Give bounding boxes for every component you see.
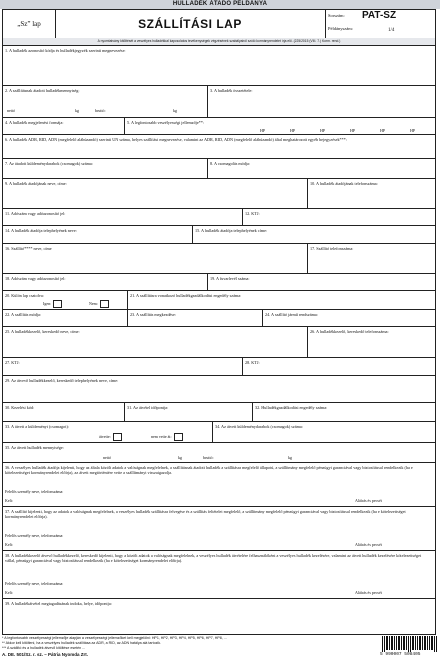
field-23-cell[interactable] [128, 310, 263, 326]
field-38-date: Kelt: [5, 590, 13, 595]
hp-code[interactable]: HP [320, 128, 326, 133]
field-12-label: 12. KTJ: [245, 211, 260, 216]
field-36-stamp: Aláírás és pecsét [355, 498, 382, 503]
received-no-label: nem vette át: [151, 433, 172, 439]
field-8-cell[interactable] [208, 159, 435, 178]
hp-code[interactable]: HP [410, 128, 416, 133]
field-37-date: Kelt: [5, 542, 13, 547]
field-17-label: 17. Szállító telefonszáma: [310, 246, 354, 251]
field-19-cell[interactable] [208, 274, 435, 290]
sz-label: „Sz” lap [3, 10, 56, 38]
field-9-label: 9. A hulladék átadójának neve, címe: [5, 181, 67, 186]
field-24-label: 24. A szállító jármű rendszáma: [265, 312, 318, 317]
field-12-cell[interactable] [243, 209, 435, 225]
field-39-label: 39. A hulladékátvétel megtagadásának indoka, helye, időpontja: [5, 601, 112, 606]
field-28-cell[interactable] [243, 358, 435, 375]
field-35-gross: bruttó: [203, 455, 214, 460]
attached-yes-checkbox[interactable] [53, 300, 62, 308]
form-code: A. DE. 501/Sz. r. sz. – Pátria Nyomda Zrt. [2, 652, 89, 657]
field-14-label: 14. A hulladék átadója telephelyének neve: [5, 228, 77, 233]
field-20-cell [3, 291, 128, 309]
field-30-32-row [3, 403, 435, 422]
field-38-stamp: Aláírás és pecsét [355, 590, 382, 595]
field-10-label: 10. A hulladék átadójának telefonszáma: [310, 181, 378, 186]
barcode-icon [382, 636, 437, 652]
field-17-cell[interactable] [308, 244, 435, 273]
field-11-cell[interactable] [3, 209, 243, 225]
field-10-cell[interactable] [308, 179, 435, 208]
field-2-label: 2. A szállításnak átadott hulladékmennyiség: [5, 88, 80, 93]
top-banner: HULLADÉK ÁTADÓ PÉLDÁNYA [0, 0, 440, 9]
field-24-cell[interactable] [263, 310, 435, 326]
field-2-3-row [3, 86, 435, 118]
field-15-cell[interactable] [193, 226, 435, 243]
field-28-label: 28. KTJ: [245, 360, 260, 365]
footnote: * A legfontosabb veszélyességi jellemzője alapján a veszélyességi jellemzőket kell megjelölni: HP1, HP2, HP3, HP4, HP5, HP6, HP7, HP8, ... [2, 636, 227, 640]
field-5-cell[interactable] [125, 118, 435, 134]
field-34-cell[interactable] [213, 422, 435, 442]
field-3-label: 3. A hulladék összetétele: [210, 88, 253, 93]
footnote: ** Akkor kell kitölteni, ha a veszélyes hulladék szállítása az ADR, a RID, az ADN hatálya alá tartozik. [2, 641, 161, 645]
field-16-cell[interactable] [3, 244, 308, 273]
field-7-cell[interactable] [3, 159, 208, 178]
field-14-15-row [3, 226, 435, 244]
field-30-cell[interactable] [3, 403, 125, 421]
serial-label: Sorszám: [328, 13, 345, 18]
field-34-label: 34. Az átvett küldeménydarabok (csomagok) száma: [215, 424, 303, 429]
field-11-12-row [3, 209, 435, 226]
field-5-label: 5. A legfontosabb veszélyességi jellemzője**: [127, 120, 205, 125]
field-2-net: nettó [7, 108, 15, 113]
field-32-cell[interactable] [253, 403, 435, 421]
field-2-cell[interactable] [3, 86, 208, 117]
form-header [3, 10, 435, 39]
field-27-cell[interactable] [3, 358, 243, 375]
field-6-row[interactable] [3, 135, 435, 159]
form-footer [2, 636, 438, 658]
field-36-row[interactable] [3, 463, 435, 507]
field-37-row[interactable] [3, 507, 435, 551]
field-22-label: 22. A szállítás módja: [5, 312, 42, 317]
field-25-label: 25. A hulladékkezelő, kereskedő neve, címe: [5, 329, 80, 334]
hp-code[interactable]: HP [380, 128, 386, 133]
page-number: 1/4 [388, 28, 395, 33]
field-33-label: 33. A átvett a küldeményt (csomagot): [5, 424, 69, 429]
field-37-signer: Felelős személy neve, telefonszáma: [5, 533, 64, 538]
field-1-label: 1. A hulladék azonosító kódja és hulladékjegyzék szerinti megnevezése: [5, 48, 126, 53]
field-32-label: 32. Hulladékgazdálkodási engedély száma: [255, 405, 328, 410]
field-9-10-row [3, 179, 435, 209]
field-18-label: 18. Adószám vagy adóazonosító jel: [5, 276, 66, 281]
field-38-signer: Felelős személy neve, telefonszáma: [5, 581, 64, 586]
field-39-row[interactable] [3, 599, 435, 635]
field-35-row[interactable] [3, 443, 435, 463]
serial-box [325, 10, 436, 38]
field-27-28-row [3, 358, 435, 376]
field-25-26-row [3, 327, 435, 358]
field-18-cell[interactable] [3, 274, 208, 290]
field-30-label: 30. Kezelési kód: [5, 405, 35, 410]
field-27-label: 27. KTJ: [5, 360, 20, 365]
field-11-label: 11. Adószám vagy adóazonosító jel: [5, 211, 66, 216]
form-title: SZÁLLÍTÁSI LAP [138, 17, 242, 31]
field-20-label: 20. Külön lap csatolva: [5, 293, 44, 298]
field-4-5-row [3, 118, 435, 135]
field-36-signer: Felelős személy neve, telefonszáma: [5, 489, 64, 494]
field-2-kg2: kg [173, 108, 177, 113]
field-36-date: Kelt: [5, 498, 13, 503]
field-16-17-row [3, 244, 435, 274]
received-no [151, 433, 185, 441]
regulation-note: A nyomtatvány kitöltését a veszélyes hulladékkal kapcsolatos tevékenységek végzésének szabályairól szóló kormányrendelet írja elő. (225/2015 (VIII. 7.) Korm. rend.) [3, 38, 435, 46]
field-16-label: 16. Szállító**** neve, címe [5, 246, 52, 251]
field-1-row[interactable] [3, 46, 435, 86]
field-31-label: 31. Az átvétel időpontja: [127, 405, 169, 410]
field-38-label: 38. A hulladékkezelő átvevő hulladékkezelő, kereskedő kijelenti, hogy a közölt adatok a valóságnak megfelelnek, a veszélyes hulladék átvételére felhasználóként a veszélyes hulladék kezelésére, valamint az átvett hulladék kezelésére kötelezettséget vállal, pénzügyi garanciával vagy biztosítással rendelkezik (ha e kötelezettséget kormányrendelet előírja). [5, 553, 422, 563]
field-35-kg: kg [178, 455, 182, 460]
field-4-label: 4. A hulladék megjelenési formája: [5, 120, 64, 125]
field-3-cell[interactable] [208, 86, 435, 117]
received-yes-label: átvette: [99, 433, 111, 439]
hp-code[interactable]: HP [290, 128, 296, 133]
field-29-row[interactable] [3, 376, 435, 403]
received-no-checkbox[interactable] [174, 433, 183, 441]
field-35-kg2: kg [288, 455, 292, 460]
hp-code[interactable]: HP [260, 128, 266, 133]
field-14-cell[interactable] [3, 226, 193, 243]
field-19-label: 19. A fuvarlevél száma: [210, 276, 250, 281]
field-9-cell[interactable] [3, 179, 308, 208]
footnote: *** A szállító és a hulladék átvevő kitöltése esetén ... [2, 646, 86, 650]
field-38-row[interactable] [3, 551, 435, 599]
serial-value[interactable]: PAT-SZ [362, 10, 397, 21]
field-7-8-row [3, 159, 435, 179]
field-33-34-row [3, 422, 435, 443]
field-21-label: 21. A szállításra vonatkozó hulladékgazdálkodási engedély száma: [130, 293, 242, 298]
field-26-label: 26. A hulladékkezelő, kereskedő telefonszáma: [310, 329, 389, 334]
field-26-cell[interactable] [308, 327, 435, 357]
copy-label: Példányszám: [328, 26, 353, 31]
shipping-form [2, 9, 436, 635]
field-22-24-row [3, 310, 435, 327]
field-35-label: 35. Az átvett hulladék mennyisége: [5, 445, 64, 450]
field-35-net: nettó [103, 455, 111, 460]
field-21-cell[interactable] [128, 291, 435, 309]
field-18-19-row [3, 274, 435, 291]
field-23-label: 23. A szállítás megkezdése: [130, 312, 177, 317]
field-15-label: 15. A hulladék átadója telephelyének címe: [195, 228, 268, 233]
hp-code[interactable]: HP [350, 128, 356, 133]
field-33-cell [3, 422, 213, 442]
attached-yes-label: Igen: [43, 300, 52, 306]
field-6-label: 6. A hulladék ADR, RID, ADN (megfelelő aláhúzandó) szerinti UN száma, helyes szállítási megnevezése, valamint az ADR, RID, ADN (megfelelő aláhúzandó) által meghatározott egyéb bejegyzések***: [5, 137, 347, 142]
field-25-cell[interactable] [3, 327, 308, 357]
field-36-label: 36. A veszélyes hulladék átadója kijelenti, hogy az általa közölt adatok a valóságnak megfelelnek, a szállításnak átadott hulladék a szállításra megfelelő állapotú, a szállítmány megfelelő pénzügyi garanciával vagy biztosítással rendelkezik (ha e kötelezettséget kormányrendelet előírja), az átvett megtörténtére vette a szállítmányt visszaigazolja. [5, 465, 413, 475]
field-20-21-row [3, 291, 435, 310]
field-8-label: 8. A csomagolás módja: [210, 161, 251, 166]
attached-yes [43, 300, 64, 308]
received-yes-checkbox[interactable] [113, 433, 122, 441]
attached-no-checkbox[interactable] [100, 300, 109, 308]
field-37-label: 37. A szállító kijelenti, hogy az adatok a valóságnak megfelelnek, a veszélyes hulladék szállításra felvegése és a szállítás feltételei megfelelő, a szállítmány megfelelő pénzügyi garanciával vagy biztosítással rendelkezik (ha e kötelezettséget kormányrendelet előírja). [5, 509, 406, 519]
field-7-label: 7. Az átadott küldeménydarabok (csomagok) száma: [5, 161, 93, 166]
field-22-cell[interactable] [3, 310, 128, 326]
attached-no [89, 300, 111, 308]
field-31-cell[interactable] [125, 403, 253, 421]
attached-no-label: Nem: [89, 300, 98, 306]
field-2-gross: bruttó: [95, 108, 106, 113]
field-29-label: 29. Az átvevő hulladékkezelő, kereskedő telephelyének neve, címe: [5, 378, 119, 383]
field-37-stamp: Aláírás és pecsét [355, 542, 382, 547]
received-yes [99, 433, 124, 441]
barcode-number: 5 990007 508405 [380, 652, 421, 657]
field-2-kg: kg [75, 108, 79, 113]
field-4-cell[interactable] [3, 118, 125, 134]
